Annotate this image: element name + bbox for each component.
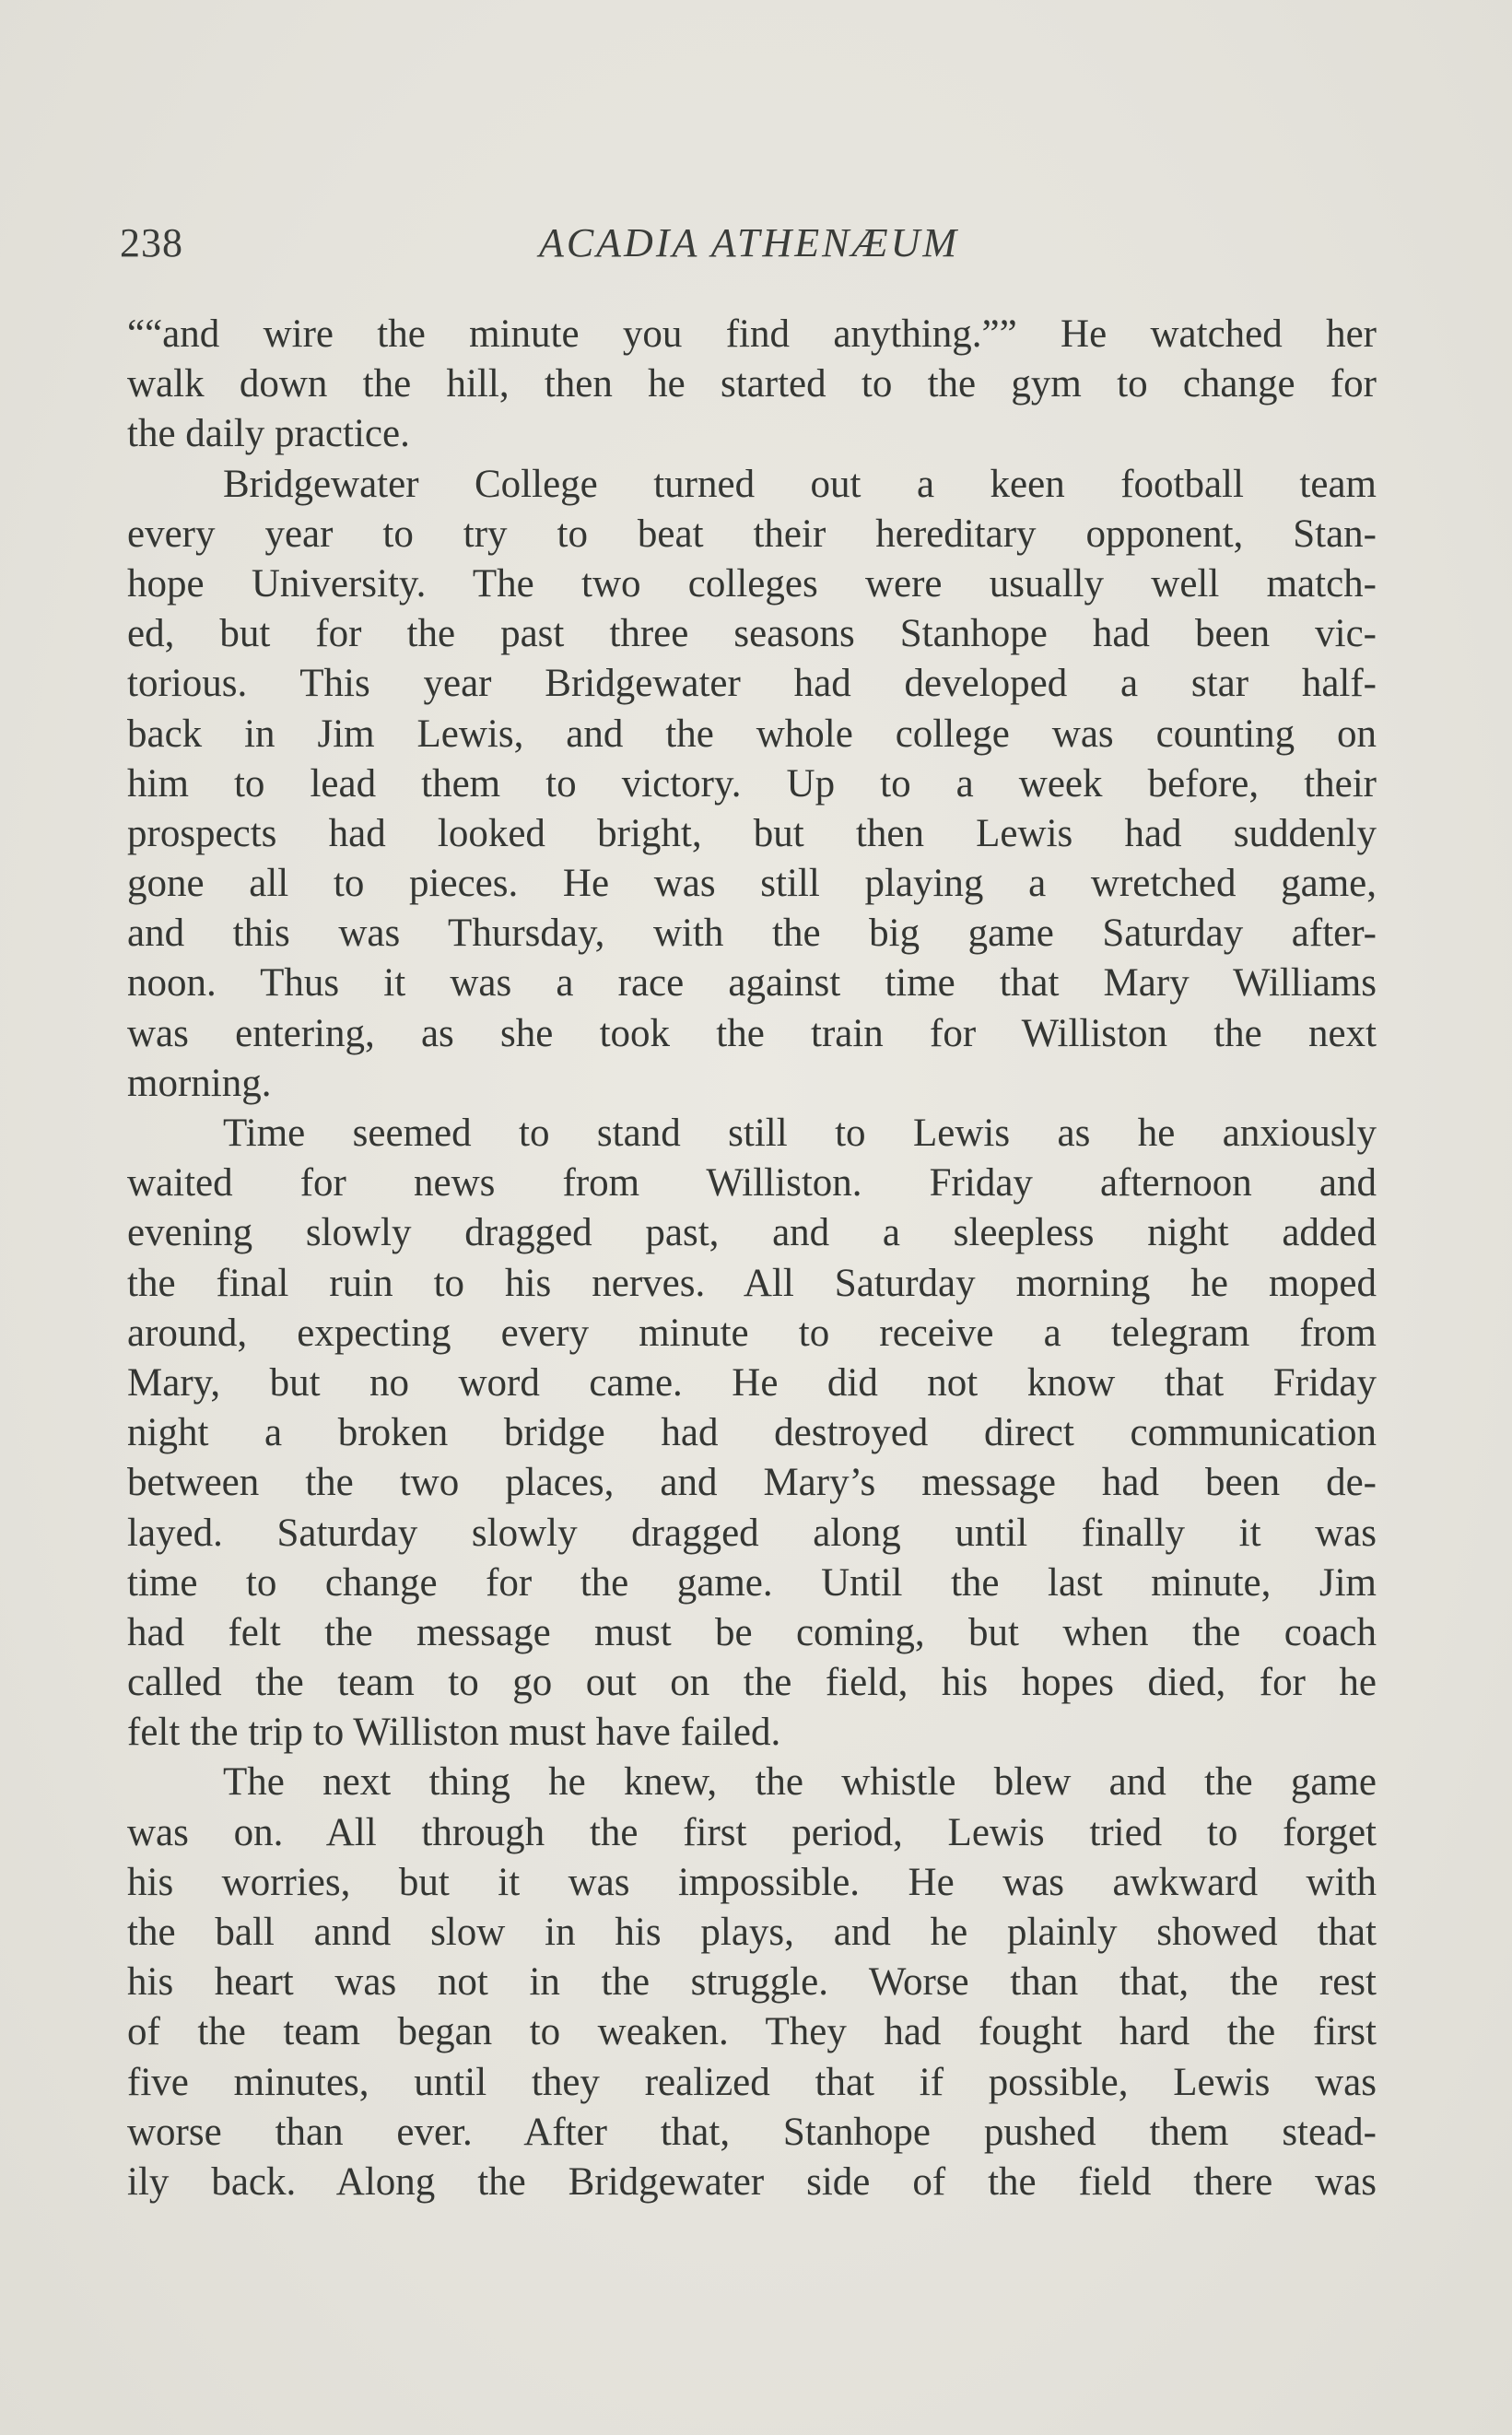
text-line: ““and wire the minute you find anything.”” He watched her bbox=[127, 312, 1377, 356]
text-line: Time seemed to stand still to Lewis as he anxiously bbox=[223, 1112, 1377, 1155]
text-line: Bridgewater College turned out a keen football team bbox=[223, 462, 1377, 506]
text-line: walk down the hill, then he started to the gym to change for bbox=[127, 362, 1377, 406]
text-line: five minutes, until they realized that if possible, Lewis was bbox=[127, 2060, 1377, 2104]
text-line: time to change for the game. Until the last minute, Jim bbox=[127, 1560, 1377, 1605]
running-head: ACADIA ATHENÆUM bbox=[538, 220, 960, 265]
text-line: between the two places, and Mary’s message had been de- bbox=[127, 1461, 1377, 1505]
text-line: waited for news from Williston. Friday afternoon and bbox=[127, 1161, 1377, 1206]
text-line: his worries, but it was impossible. He was awkward with bbox=[127, 1860, 1377, 1904]
text-line: night a broken bridge had destroyed direct communication bbox=[127, 1411, 1377, 1455]
text-line: had felt the message must be coming, but when the coach bbox=[127, 1610, 1377, 1654]
text-line: the daily practice. bbox=[127, 412, 410, 456]
page-number: 238 bbox=[120, 220, 183, 265]
text-line: called the team to go out on the field, his hopes died, for he bbox=[127, 1661, 1377, 1705]
text-line: was entering, as she took the train for Williston the next bbox=[127, 1011, 1377, 1055]
text-line: around, expecting every minute to receive a telegram from bbox=[127, 1311, 1377, 1355]
text-line: ed, but for the past three seasons Stanhope had been vic- bbox=[127, 612, 1377, 656]
text-line: and this was Thursday, with the big game Saturday after- bbox=[127, 912, 1377, 956]
text-line: torious. This year Bridgewater had developed a star half- bbox=[127, 662, 1377, 706]
text-line: felt the trip to Williston must have failed. bbox=[127, 1711, 781, 1755]
page-header bbox=[120, 219, 1378, 275]
text-line: evening slowly dragged past, and a sleepless night added bbox=[127, 1211, 1377, 1255]
text-line: was on. All through the first period, Lewis tried to forget bbox=[127, 1810, 1377, 1854]
text-line: worse than ever. After that, Stanhope pushed them stead- bbox=[127, 2110, 1377, 2154]
body-text bbox=[127, 310, 1377, 2207]
text-line: prospects had looked bright, but then Lewis had suddenly bbox=[127, 811, 1377, 855]
text-line: of the team began to weaken. They had fought hard the first bbox=[127, 2010, 1377, 2054]
text-line: layed. Saturday slowly dragged along until finally it was bbox=[127, 1511, 1377, 1555]
text-line: every year to try to beat their hereditary opponent, Stan- bbox=[127, 512, 1377, 556]
text-line: noon. Thus it was a race against time that Mary Williams bbox=[127, 961, 1377, 1006]
text-line: the ball annd slow in his plays, and he plainly showed that bbox=[127, 1911, 1377, 1954]
text-line: his heart was not in the struggle. Worse than that, the rest bbox=[127, 1960, 1377, 2005]
text-line: morning. bbox=[127, 1061, 272, 1105]
text-line: him to lead them to victory. Up to a week before, their bbox=[127, 761, 1377, 806]
text-line: the final ruin to his nerves. All Saturday morning he moped bbox=[127, 1261, 1377, 1305]
text-line: hope University. The two colleges were usually well match- bbox=[127, 561, 1377, 606]
text-line: back in Jim Lewis, and the whole college was counting on bbox=[127, 712, 1377, 756]
text-line: ily back. Along the Bridgewater side of the field there was bbox=[127, 2159, 1377, 2204]
text-line: The next thing he knew, the whistle blew and the game bbox=[223, 1760, 1377, 1805]
text-line: Mary, but no word came. He did not know that Friday bbox=[127, 1360, 1377, 1405]
text-line: gone all to pieces. He was still playing a wretched game, bbox=[127, 862, 1377, 906]
